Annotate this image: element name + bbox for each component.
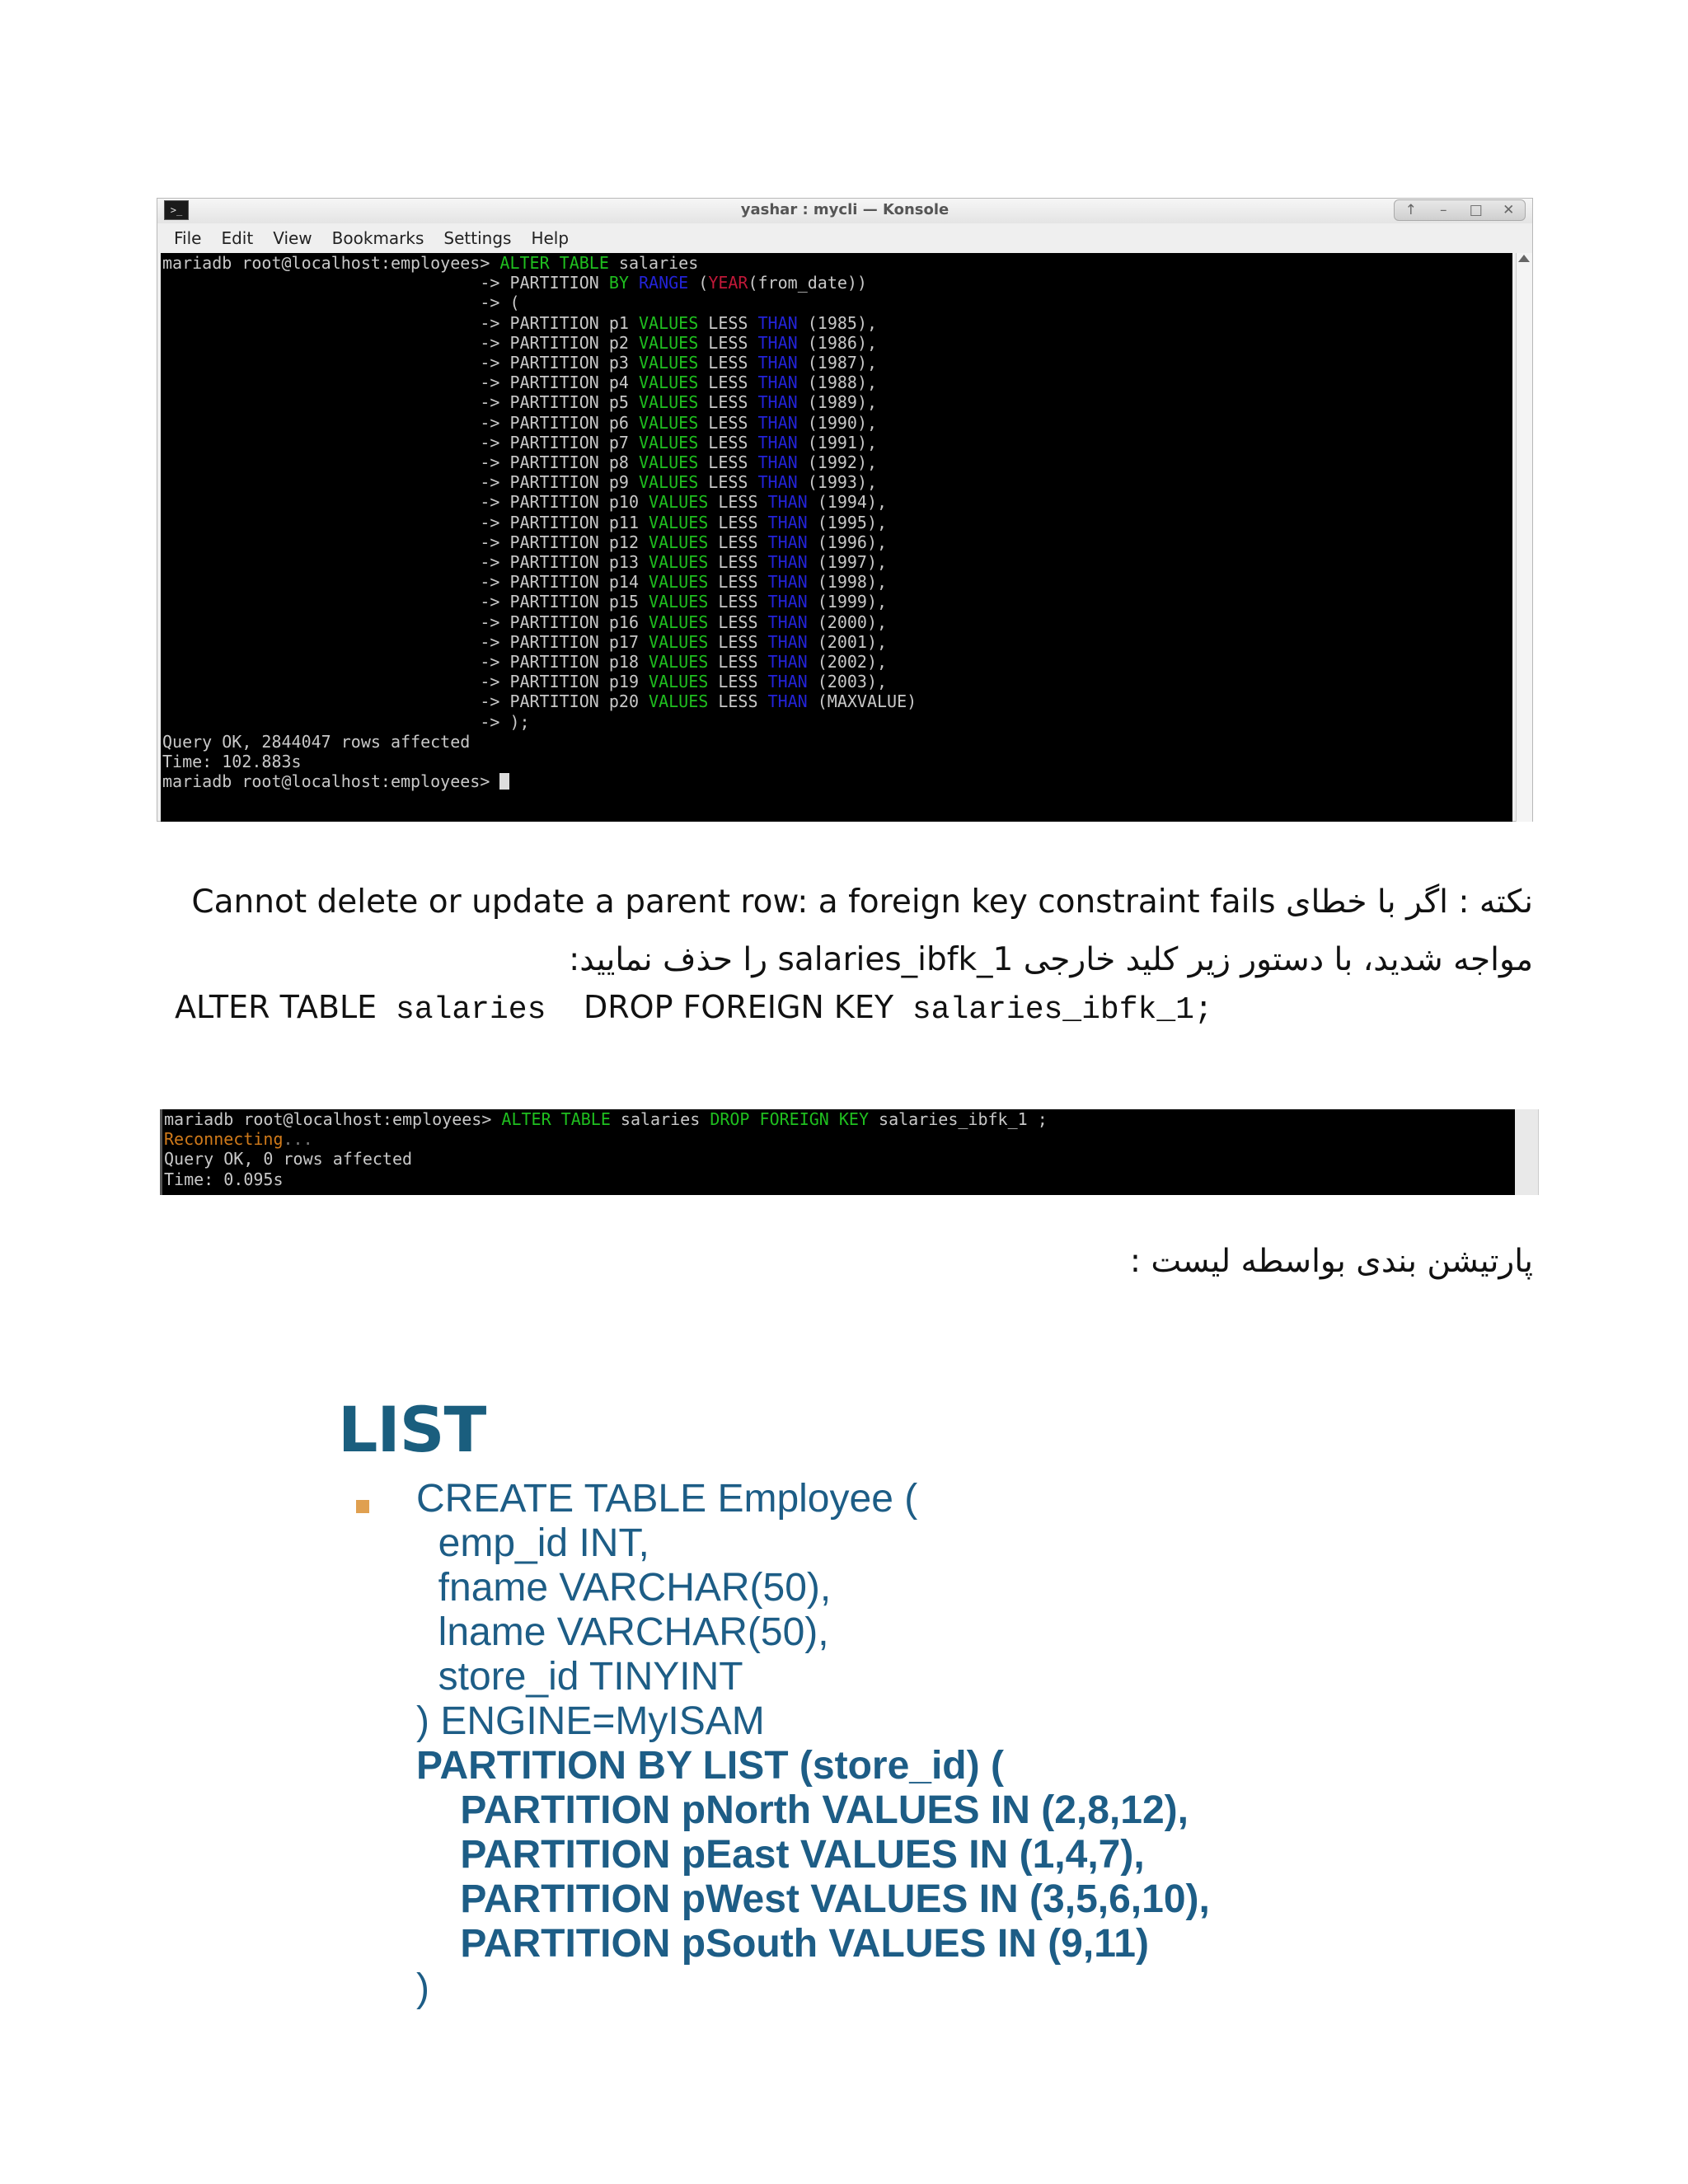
- kw-than: THAN: [767, 552, 808, 573]
- list-partition-slide: [313, 1352, 1253, 2060]
- kw-values: VALUES: [649, 631, 709, 652]
- kw-values: VALUES: [649, 552, 709, 573]
- kw-alter: ALTER: [499, 253, 550, 273]
- text-cursor: [499, 773, 509, 790]
- continuation: ->: [162, 432, 510, 452]
- menu-bar: [157, 225, 1532, 251]
- keep-above-icon[interactable]: ↑: [1404, 202, 1417, 218]
- kw-than: THAN: [757, 373, 798, 393]
- slide-title: LIST: [338, 1393, 486, 1466]
- partition-name: p11: [608, 512, 639, 532]
- partition-name: p7: [608, 432, 629, 452]
- partition-value: (1994),: [817, 492, 888, 513]
- kw-less: LESS: [708, 392, 748, 413]
- kw-alter: ALTER: [501, 1109, 551, 1129]
- kw-partition: PARTITION: [509, 472, 609, 493]
- partition-name: p17: [608, 631, 639, 652]
- konsole-window: [157, 198, 1533, 822]
- code-line: emp_id INT,: [416, 1521, 649, 1565]
- partition-name: p20: [608, 691, 639, 712]
- kw-partition: PARTITION: [509, 652, 609, 673]
- continuation: ->: [162, 412, 510, 433]
- query-time: Time: 0.095s: [164, 1169, 284, 1189]
- kw-than: THAN: [767, 691, 808, 712]
- continuation: ->: [162, 492, 510, 513]
- partition-value: (2001),: [817, 631, 888, 652]
- terminal-snippet-output[interactable]: [160, 1109, 1515, 1195]
- partition-value: (1990),: [807, 412, 878, 433]
- kw-values: VALUES: [639, 332, 699, 353]
- kw-less: LESS: [718, 532, 758, 552]
- terminal-snippet: [160, 1109, 1539, 1195]
- query-time: Time: 102.883s: [162, 752, 302, 772]
- kw-than: THAN: [757, 452, 798, 473]
- kw-less: LESS: [718, 552, 758, 573]
- kw-values: VALUES: [649, 612, 709, 632]
- partition-value: (1989),: [807, 392, 878, 413]
- kw-partition: PARTITION: [509, 392, 609, 413]
- partition-name: p18: [608, 652, 639, 673]
- kw-less: LESS: [718, 672, 758, 692]
- prompt: mariadb root@localhost:employees>: [164, 1109, 502, 1129]
- note-text: مواجه شدید، با دستور زیر کلید خارجی: [1013, 941, 1533, 978]
- partition-value: (1993),: [807, 472, 878, 493]
- partition-value: (1997),: [817, 552, 888, 573]
- drop-fk-command: [175, 989, 1213, 1028]
- partition-value: (1999),: [817, 592, 888, 612]
- kw-than: THAN: [757, 472, 798, 493]
- table-name: salaries: [608, 253, 699, 273]
- kw-foreign: FOREIGN: [759, 1109, 829, 1129]
- kw-values: VALUES: [649, 512, 709, 532]
- kw-values: VALUES: [649, 672, 709, 692]
- window-titlebar[interactable]: [157, 199, 1532, 223]
- kw-than: THAN: [767, 672, 808, 692]
- partition-value: (1995),: [817, 512, 888, 532]
- note-text: را حذف نمایید:: [569, 941, 778, 978]
- query-result: Query OK, 0 rows affected: [164, 1149, 413, 1169]
- continuation: ->: [162, 512, 510, 532]
- menu-bookmarks[interactable]: Bookmarks: [331, 228, 424, 248]
- scroll-up-icon[interactable]: [1518, 255, 1530, 262]
- partition-name: p4: [608, 373, 629, 393]
- kw-partition: PARTITION: [509, 492, 609, 513]
- partition-value: (1988),: [807, 373, 878, 393]
- code-line: lname VARCHAR(50),: [416, 1610, 829, 1654]
- partition-name: p14: [608, 572, 639, 593]
- kw-than: THAN: [767, 652, 808, 673]
- continuation: ->: [162, 373, 510, 393]
- kw-partition: PARTITION: [509, 432, 609, 452]
- kw-values: VALUES: [649, 592, 709, 612]
- kw-partition: PARTITION: [509, 691, 609, 712]
- kw-less: LESS: [718, 612, 758, 632]
- kw-partition: PARTITION: [509, 452, 609, 473]
- code-drop: DROP FOREIGN KEY: [584, 989, 894, 1025]
- partition-name: p5: [608, 392, 629, 413]
- partition-name: p13: [608, 552, 639, 573]
- code-line: store_id TINYINT: [416, 1655, 743, 1699]
- kw-values: VALUES: [649, 691, 709, 712]
- code-line: ) ENGINE=MyISAM: [416, 1699, 765, 1743]
- partition-name: p19: [608, 672, 639, 692]
- partition-name: p2: [608, 332, 629, 353]
- section-heading: پارتیشن بندی بواسطه لیست :: [1129, 1243, 1533, 1280]
- menu-edit[interactable]: Edit: [221, 228, 254, 248]
- continuation: ->: [162, 572, 510, 593]
- kw-than: THAN: [767, 572, 808, 593]
- code-line-bold: PARTITION pEast VALUES IN (1,4,7),: [416, 1833, 1145, 1877]
- continuation: ->: [162, 612, 510, 632]
- continuation: ->: [162, 312, 510, 333]
- kw-partition: PARTITION: [509, 592, 609, 612]
- code-table: salaries: [377, 992, 584, 1028]
- slide-code: [416, 1477, 1210, 2011]
- kw-than: THAN: [767, 631, 808, 652]
- continuation: ->: [162, 672, 510, 692]
- terminal-app-icon[interactable]: >_: [164, 200, 189, 220]
- note-line-2: [162, 931, 1533, 989]
- kw-partition: PARTITION: [509, 572, 609, 593]
- partition-name: p10: [608, 492, 639, 513]
- partition-name: p9: [608, 472, 629, 493]
- kw-less: LESS: [708, 412, 748, 433]
- kw-partition: PARTITION: [509, 612, 609, 632]
- continuation: ->: [162, 332, 510, 353]
- partition-value: (1987),: [807, 353, 878, 373]
- kw-less: LESS: [708, 472, 748, 493]
- code-key: salaries_ibfk_1;: [893, 992, 1213, 1028]
- kw-table: TABLE: [559, 253, 609, 273]
- kw-partition: PARTITION: [509, 552, 609, 573]
- continuation: ->: [162, 392, 510, 413]
- menu-file[interactable]: File: [174, 228, 202, 248]
- note-line-1: [162, 874, 1533, 931]
- fn-arg: (from_date)): [748, 273, 867, 293]
- prompt: mariadb root@localhost:employees>: [162, 253, 500, 273]
- query-result: Query OK, 2844047 rows affected: [162, 731, 471, 752]
- kw-values: VALUES: [639, 432, 699, 452]
- close-stmt: );: [509, 711, 530, 732]
- continuation: ->: [162, 293, 510, 313]
- partition-value: (2003),: [817, 672, 888, 692]
- kw-than: THAN: [757, 392, 798, 413]
- fk-name: salaries_ibfk_1 ;: [869, 1109, 1048, 1129]
- code-line-bold: PARTITION pSouth VALUES IN (9,11): [416, 1922, 1149, 1966]
- kw-values: VALUES: [639, 353, 699, 373]
- partition-value: (2000),: [817, 612, 888, 632]
- kw-less: LESS: [708, 432, 748, 452]
- partition-value: (1992),: [807, 452, 878, 473]
- kw-less: LESS: [718, 572, 758, 593]
- kw-than: THAN: [767, 492, 808, 513]
- kw-than: THAN: [757, 432, 798, 452]
- continuation: ->: [162, 592, 510, 612]
- error-message: Cannot delete or update a parent row: a foreign key constraint fails: [191, 883, 1276, 921]
- code-line: ): [416, 1966, 429, 2010]
- code-line: CREATE TABLE Employee (: [416, 1477, 918, 1521]
- partition-value: (MAXVALUE): [817, 691, 917, 712]
- continuation: ->: [162, 452, 510, 473]
- kw-less: LESS: [708, 332, 748, 353]
- window-controls: [1394, 199, 1526, 221]
- continuation: ->: [162, 353, 510, 373]
- partition-value: (1991),: [807, 432, 878, 452]
- prompt: mariadb root@localhost:employees>: [162, 771, 500, 792]
- kw-than: THAN: [767, 532, 808, 552]
- code-line-bold: PARTITION pWest VALUES IN (3,5,6,10),: [416, 1877, 1210, 1921]
- open-paren: (: [509, 293, 520, 313]
- partition-name: p8: [608, 452, 629, 473]
- kw-values: VALUES: [649, 572, 709, 593]
- kw-partition: PARTITION: [509, 312, 609, 333]
- partition-name: p12: [608, 532, 639, 552]
- fk-name: salaries_ibfk_1: [777, 941, 1014, 978]
- partition-value: (1996),: [817, 532, 888, 552]
- continuation: ->: [162, 472, 510, 493]
- kw-values: VALUES: [639, 452, 699, 473]
- kw-less: LESS: [708, 312, 748, 333]
- partition-name: p1: [608, 312, 629, 333]
- partition-name: p15: [608, 592, 639, 612]
- code-line: fname VARCHAR(50),: [416, 1566, 832, 1610]
- note-paragraph: [162, 874, 1533, 989]
- kw-less: LESS: [708, 373, 748, 393]
- continuation: ->: [162, 273, 510, 293]
- kw-less: LESS: [708, 353, 748, 373]
- kw-partition: PARTITION: [509, 512, 609, 532]
- kw-than: THAN: [757, 312, 798, 333]
- kw-less: LESS: [718, 492, 758, 513]
- menu-help[interactable]: Help: [531, 228, 570, 248]
- table-name: salaries: [610, 1109, 710, 1129]
- kw-partition: PARTITION: [509, 412, 609, 433]
- kw-by: BY: [608, 273, 629, 293]
- kw-partition: PARTITION: [509, 532, 609, 552]
- partition-name: p6: [608, 412, 629, 433]
- kw-than: THAN: [757, 353, 798, 373]
- partition-name: p3: [608, 353, 629, 373]
- continuation: ->: [162, 552, 510, 573]
- kw-table: TABLE: [560, 1109, 611, 1129]
- kw-values: VALUES: [649, 532, 709, 552]
- reconnecting-status: Reconnecting: [164, 1129, 284, 1150]
- code-line-bold: PARTITION BY LIST (store_id) (: [416, 1744, 1004, 1788]
- close-icon[interactable]: ✕: [1503, 202, 1515, 218]
- kw-than: THAN: [767, 612, 808, 632]
- kw-partition: PARTITION: [509, 672, 609, 692]
- maximize-icon[interactable]: □: [1469, 202, 1483, 218]
- partition-value: (1986),: [807, 332, 878, 353]
- partition-value: (2002),: [817, 652, 888, 673]
- kw-values: VALUES: [649, 652, 709, 673]
- kw-values: VALUES: [649, 492, 709, 513]
- kw-less: LESS: [718, 691, 758, 712]
- kw-than: THAN: [767, 592, 808, 612]
- reconnecting-dots: ...: [283, 1129, 313, 1150]
- window-title: yashar : mycli — Konsole: [740, 201, 950, 218]
- kw-values: VALUES: [639, 472, 699, 493]
- kw-drop: DROP: [710, 1109, 750, 1129]
- kw-partition: PARTITION: [509, 373, 609, 393]
- menu-view[interactable]: View: [273, 228, 312, 248]
- kw-than: THAN: [757, 412, 798, 433]
- terminal-text: [161, 253, 1512, 791]
- terminal-output[interactable]: [161, 253, 1512, 822]
- kw-partition: PARTITION: [509, 631, 609, 652]
- fn-year: YEAR: [708, 273, 748, 293]
- kw-less: LESS: [718, 512, 758, 532]
- kw-partition: PARTITION: [509, 353, 609, 373]
- partition-value: (1998),: [817, 572, 888, 593]
- kw-less: LESS: [708, 452, 748, 473]
- kw-values: VALUES: [639, 312, 699, 333]
- menu-settings[interactable]: Settings: [443, 228, 512, 248]
- continuation: ->: [162, 631, 510, 652]
- kw-partition: PARTITION: [509, 273, 609, 293]
- terminal-snippet-text: [162, 1109, 1515, 1189]
- partition-value: (1985),: [807, 312, 878, 333]
- kw-less: LESS: [718, 631, 758, 652]
- partition-name: p16: [608, 612, 639, 632]
- continuation: ->: [162, 532, 510, 552]
- note-text: نکته : اگر با خطای: [1275, 883, 1533, 921]
- code-line-bold: PARTITION pNorth VALUES IN (2,8,12),: [416, 1788, 1189, 1832]
- kw-partition: PARTITION: [509, 332, 609, 353]
- kw-range: RANGE: [639, 273, 689, 293]
- kw-less: LESS: [718, 592, 758, 612]
- kw-less: LESS: [718, 652, 758, 673]
- bullet-icon: [356, 1500, 369, 1513]
- code-alter: ALTER TABLE: [175, 989, 377, 1025]
- continuation: ->: [162, 711, 510, 732]
- continuation: ->: [162, 652, 510, 673]
- continuation: ->: [162, 691, 510, 712]
- kw-values: VALUES: [639, 392, 699, 413]
- kw-values: VALUES: [639, 412, 699, 433]
- minimize-icon[interactable]: –: [1440, 202, 1447, 218]
- kw-than: THAN: [757, 332, 798, 353]
- paren: (: [688, 273, 709, 293]
- kw-key: KEY: [838, 1109, 869, 1129]
- scrollbar[interactable]: [1516, 253, 1532, 822]
- kw-values: VALUES: [639, 373, 699, 393]
- kw-than: THAN: [767, 512, 808, 532]
